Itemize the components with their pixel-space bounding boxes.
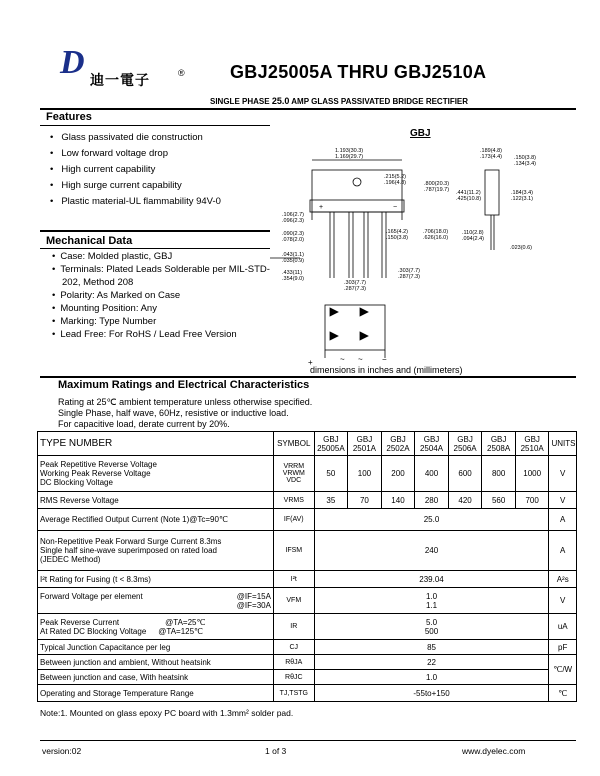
table-row: RMS Reverse Voltage VRMS 35 70 140 280 420 560 700 V [38, 492, 577, 509]
dim-label: .215(5.2) .196(4.8) [384, 174, 407, 186]
dim-label: 1.193(30.3) 1.169(29.7) [335, 148, 364, 160]
table-row: Typical Junction Capacitance per leg CJ 85 pF [38, 640, 577, 655]
list-item: • Polarity: As Marked on Case [50, 289, 270, 302]
features-list [50, 130, 221, 210]
mechanical-heading: Mechanical Data [46, 235, 133, 247]
document-subtitle: SINGLE PHASE 25.0 AMP GLASS PASSIVATED BRIDGE RECTIFIER [210, 96, 469, 106]
col-header: TYPE NUMBER [38, 432, 274, 456]
svg-text:−: − [382, 355, 387, 364]
company-logo [60, 44, 190, 94]
footer-version: version:02 [42, 746, 82, 756]
col-header: GBJ 25005A [314, 432, 348, 456]
section-rule [40, 230, 270, 232]
table-row: Between junction and case, With heatsink RθJC 1.0 [38, 670, 577, 685]
list-item: • Terminals: Plated Leads Solderable per MIL-STD-202, Method 208 [50, 263, 270, 289]
dim-label: .110(2.8) .094(2.4) [462, 230, 485, 242]
col-header: UNITS [549, 432, 577, 456]
col-header: GBJ 2501A [348, 432, 382, 456]
col-header: GBJ 2504A [415, 432, 449, 456]
registered-mark: ® [178, 68, 185, 78]
footer-url[interactable]: www.dyelec.com [462, 746, 526, 756]
list-item: • Lead Free: For RoHS / Lead Free Version [50, 328, 270, 341]
svg-text:~: ~ [358, 355, 363, 364]
col-header: SYMBOL [273, 432, 314, 456]
list-item: • Plastic material-UL flammability 94V-0 [50, 194, 221, 210]
list-item: • Marking: Type Number [50, 315, 270, 328]
dim-label: .303(7.7) .287(7.3) [398, 268, 421, 280]
footer-rule [40, 740, 576, 741]
table-row: I²t Rating for Fusing (t < 8.3ms) I²t 239.04 A²s [38, 571, 577, 588]
mechanical-underline [40, 248, 270, 249]
package-outline-drawing [270, 140, 580, 375]
svg-text:+: + [319, 204, 324, 211]
logo-text: 迪一電子 [90, 72, 150, 88]
svg-text:~: ~ [340, 355, 345, 364]
package-label: GBJ [410, 128, 431, 139]
dim-label: .150(3.8) .134(3.4) [514, 155, 537, 167]
table-row: Non-Repetitive Peak Forward Surge Current 8.3ms Single half sine-wave superimposed on rated load (JEDEC Method) IFSM 240 A [38, 531, 577, 571]
section-rule [40, 108, 576, 110]
dim-label: .165(4.2) .150(3.8) [386, 229, 409, 241]
dimensions-caption: dimensions in inches and (millimeters) [310, 365, 463, 375]
mechanical-list [50, 250, 270, 341]
dim-label: .043(1.1) .035(0.9) [282, 252, 305, 264]
footer-page: 1 of 3 [265, 746, 287, 756]
table-row: Forward Voltage per element @IF=15A @IF=30A VFM 1.0 1.1 V [38, 588, 577, 614]
list-item: • Glass passivated die construction [50, 130, 221, 146]
list-item: • High current capability [50, 162, 221, 178]
logo-mark: D [60, 44, 85, 81]
list-item: • Mounting Position: Any [50, 302, 270, 315]
col-header: GBJ 2510A [515, 432, 549, 456]
features-heading: Features [46, 111, 92, 123]
table-row: Operating and Storage Temperature Range TJ,TSTG -55to+150 ℃ [38, 685, 577, 702]
ratings-notes: Rating at 25℃ ambient temperature unless otherwise specified. Single Phase, half wave, 60Hz, resistive or inductive load. For capacitive load, derate current by 20%. [58, 397, 313, 429]
dim-label: .706(18.0) .626(16.0) [423, 229, 449, 241]
ratings-heading: Maximum Ratings and Electrical Characteristics [58, 379, 310, 391]
dim-label: .023(0.6) [510, 245, 533, 251]
features-underline [40, 125, 270, 126]
dim-label: .433(11) .354(9.0) [282, 270, 305, 282]
dim-label: .184(3.4) .122(3.1) [511, 190, 534, 202]
dim-label: .106(2.7) .096(2.3) [282, 212, 305, 224]
table-row: Average Rectified Output Current (Note 1)@Tc=90℃ IF(AV) 25.0 A [38, 509, 577, 531]
col-header: GBJ 2506A [448, 432, 482, 456]
svg-text:−: − [393, 204, 398, 211]
list-item: • Low forward voltage drop [50, 146, 221, 162]
col-header: GBJ 2502A [381, 432, 415, 456]
ratings-table [37, 431, 577, 702]
dim-label: .441(11.2) .425(10.8) [456, 190, 482, 202]
col-header: GBJ 2508A [482, 432, 516, 456]
list-item: • Case: Molded plastic, GBJ [50, 250, 270, 263]
document-title: GBJ25005A THRU GBJ2510A [230, 62, 487, 82]
dim-label: .090(2.3) .078(2.0) [282, 231, 305, 243]
svg-text:+: + [308, 358, 313, 367]
list-item: • High surge current capability [50, 178, 221, 194]
table-header-row [38, 432, 577, 456]
dim-label: .800(20.3) .787(19.7) [424, 181, 450, 193]
table-row: Peak Repetitive Reverse Voltage Working Peak Reverse Voltage DC Blocking Voltage VRRM VRWM VDC 50 100 200 400 600 800 1000 V [38, 456, 577, 492]
table-row: Peak Reverse Current @TA=25℃ At Rated DC Blocking Voltage @TA=125℃ IR 5.0 500 uA [38, 614, 577, 640]
footnote: Note:1. Mounted on glass epoxy PC board with 1.3mm² solder pad. [40, 708, 294, 718]
dim-label: .189(4.8) .173(4.4) [480, 148, 503, 160]
table-row: Between junction and ambient, Without heatsink RθJA 22 ℃/W [38, 655, 577, 670]
dim-label: .303(7.7) .287(7.3) [344, 280, 367, 292]
